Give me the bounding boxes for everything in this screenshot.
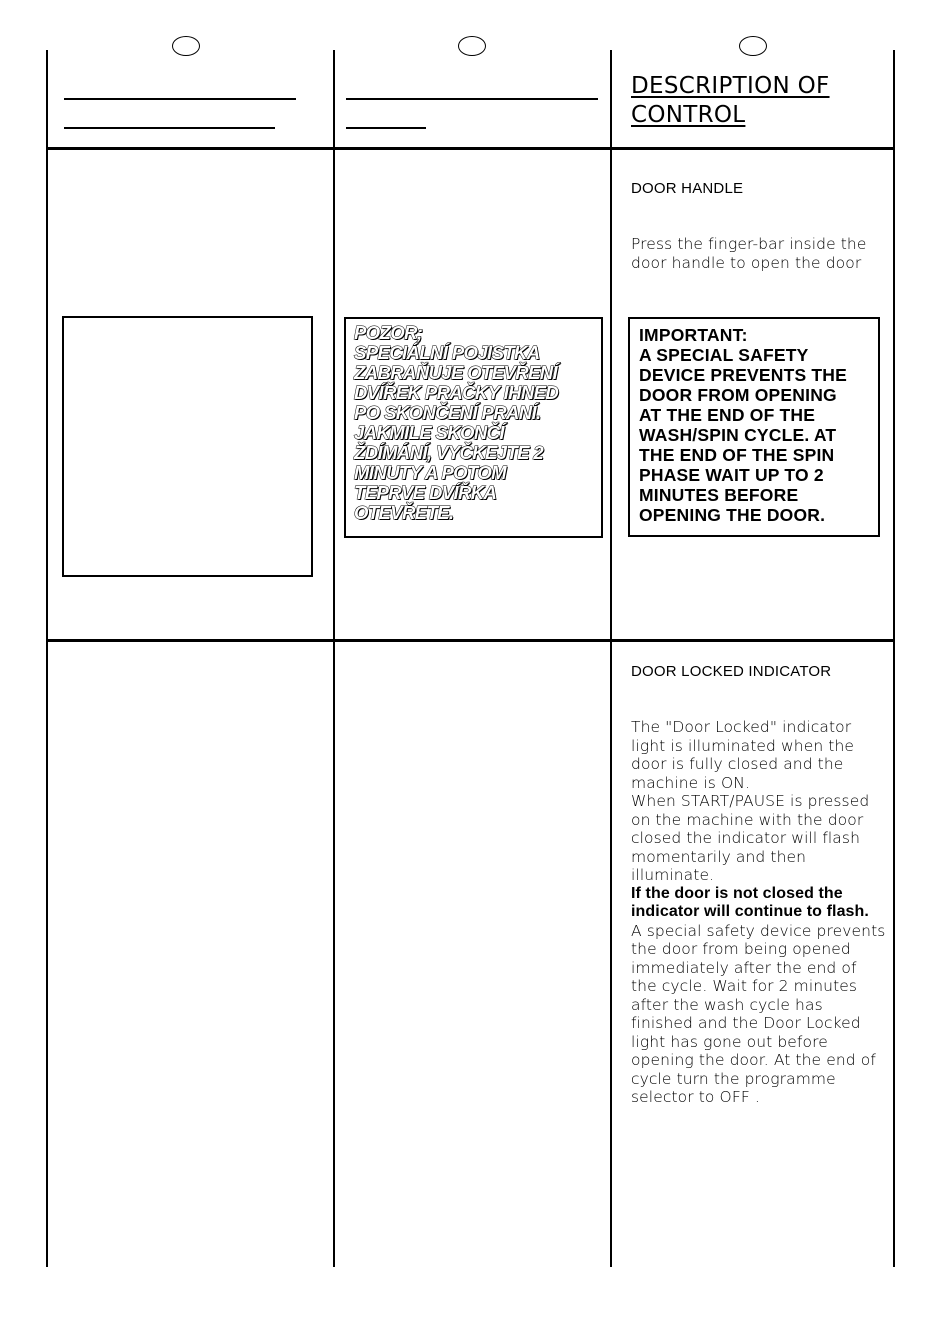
language-badge-col3 [739, 36, 767, 56]
col1-title-underline-2 [64, 127, 275, 129]
door-locked-para4: A special safety device prevents the door from being opened immediately after the end of the cycle. Wait for 2 minutes after the wash cycle has finished and the Door Locked light has gone out before opening the door. At the end of cycle turn the programme selector to OFF . [631, 921, 886, 1106]
language-badge-col2 [458, 36, 486, 56]
column-divider-right [893, 50, 895, 1267]
door-locked-para1: The "Door Locked" indicator light is illuminated when the door is fully closed and the machine is ON. [631, 718, 855, 792]
door-locked-heading: DOOR LOCKED INDICATOR [631, 663, 832, 680]
section-divider [47, 639, 895, 642]
col1-title-underline-1 [64, 98, 296, 100]
column-divider-1 [333, 50, 335, 1267]
column-divider-left [46, 50, 48, 1267]
door-handle-heading: DOOR HANDLE [631, 180, 744, 197]
warning-box-cz: POZOR; SPECIÁLNÍ POJISTKA ZABRAŇUJE OTEVŘENÍ DVÍŘEK PRAČKY IHNED PO SKONČENÍ PRANÍ. JAKMILE SKONČÍ ŽDÍMÁNÍ, VYČKEJTE 2 MINUTY A POTOM TEPRVE DVÍŘKA OTEVŘETE. [344, 317, 603, 538]
col2-title-underline-2 [346, 127, 426, 129]
door-handle-text: Press the finger-bar inside the door handle to open the door [631, 235, 867, 272]
header-divider [47, 147, 895, 150]
warning-box-en: IMPORTANT: A SPECIAL SAFETY DEVICE PREVENTS THE DOOR FROM OPENING AT THE END OF THE WASH/SPIN CYCLE. AT THE END OF THE SPIN PHASE WAIT UP TO 2 MINUTES BEFORE OPENING THE DOOR. [628, 317, 880, 537]
language-badge-col1 [172, 36, 200, 56]
page-title: DESCRIPTION OF CONTROL [631, 73, 830, 128]
column-divider-2 [610, 50, 612, 1267]
warning-box-col1 [62, 316, 313, 577]
col2-title-underline-1 [346, 98, 598, 100]
door-locked-para3: If the door is not closed the indicator will continue to flash. [631, 884, 869, 920]
door-locked-text [631, 718, 886, 1107]
door-locked-para2: When START/PAUSE is pressed on the machine with the door closed the indicator will flash momentarily and then illuminate. [631, 792, 870, 884]
